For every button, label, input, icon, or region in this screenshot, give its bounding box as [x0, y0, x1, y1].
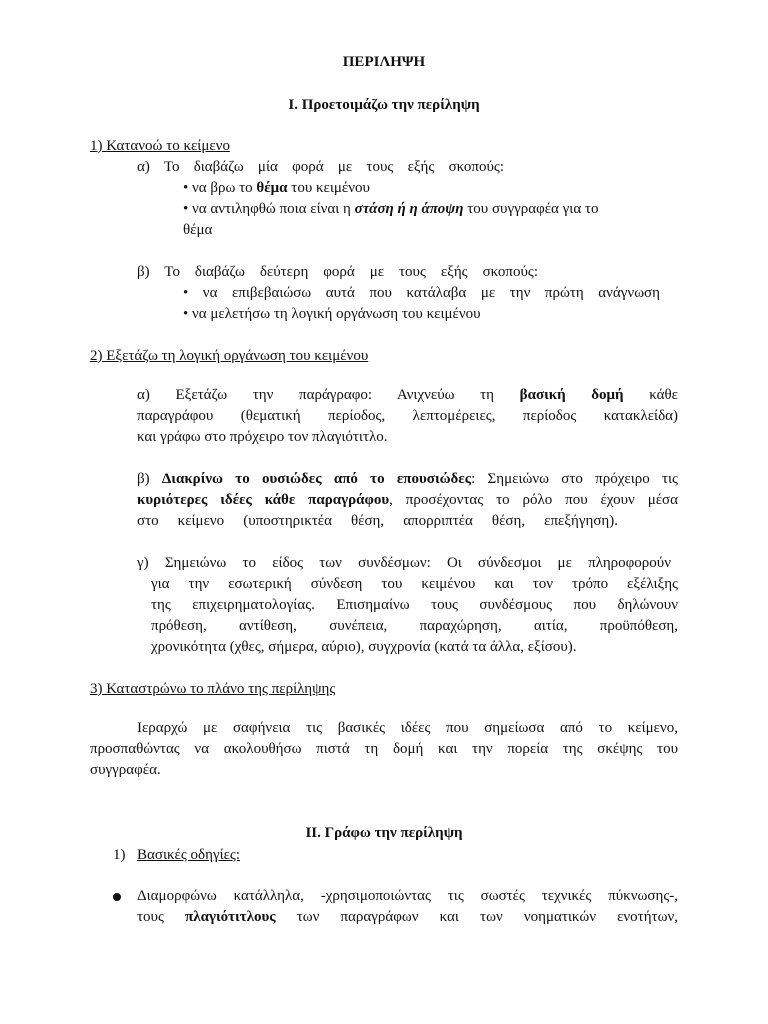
section-1b-bullet-1: • να επιβεβαιώσω αυτά που κατάλαβα με την πρώτη ανάγνωση: [183, 285, 660, 301]
section-2c-line-2: για την εσωτερική σύνδεση του κειμένου και τον τρόπο εξέλιξης: [151, 576, 678, 592]
section-2c-line-3: της επιχειρηματολογίας. Επισημαίνω τους συνδέσμους που δηλώνουν: [151, 597, 678, 613]
section-2a-line-3: και γράφω στο πρόχειρο τον πλαγιότιτλο.: [137, 429, 388, 445]
section-2c-line-5: χρονικότητα (χθες, σήμερα, αύριο), συγχρονία (κατά τα άλλα, εξίσου).: [151, 639, 577, 655]
section-2a-line-1: [137, 385, 678, 405]
section-1a-bullet-2: [183, 199, 598, 219]
section-1b-intro: β) Το διαβάζω δεύτερη φορά με τους εξής σκοπούς:: [137, 264, 538, 280]
paragraph-text: α) Εξετάζω την παράγραφο: Ανιχνεύω τη: [137, 387, 520, 403]
part-2-bullet-1-line-1: Διαμορφώνω κατάλληλα, -χρησιμοποιώντας τις σωστές τεχνικές πύκνωσης-,: [137, 888, 678, 904]
paragraph-text: β): [137, 471, 162, 487]
section-3-line-2: προσπαθώντας να ακολουθήσω πιστά τη δομή και την πορεία της σκέψης του: [90, 741, 678, 757]
section-3-line-1: Ιεραρχώ με σαφήνεια τις βασικές ιδέες που σημείωσα από το κείμενο,: [137, 720, 678, 736]
paragraph-text: των παραγράφων και των νοηματικών ενοτήτων,: [275, 909, 678, 925]
bold-term: βασική δομή: [519, 387, 624, 403]
section-2c-line-4: πρόθεση, αντίθεση, συνέπεια, παραχώρηση, αιτία, προϋπόθεση,: [151, 618, 678, 634]
section-2c-line-1: γ) Σημειώνω το είδος των συνδέσμων: Οι σύνδεσμοι με πληροφορούν: [137, 555, 671, 571]
section-1a-intro: α) Το διαβάζω μία φορά με τους εξής σκοπούς:: [137, 159, 504, 175]
section-2-heading: 2) Εξετάζω τη λογική οργάνωση του κειμένου: [90, 348, 369, 364]
section-1a-bullet-2-cont: θέμα: [183, 222, 213, 238]
paragraph-text: , προσέχοντας το ρόλο που έχουν μέσα: [389, 492, 679, 508]
part-2-section-1-number: 1): [113, 847, 126, 863]
paragraph-text: κάθε: [623, 387, 678, 403]
section-1a-bullet-1: [183, 178, 370, 198]
part-2-bullet-1-line-2: [137, 907, 678, 927]
paragraph-text: : Σημειώνω στο πρόχειρο τις: [471, 471, 678, 487]
bullet-icon: [113, 893, 121, 901]
document-title: ΠΕΡΙΛΗΨΗ: [342, 54, 426, 70]
part-1-heading: Ι. Προετοιμάζω την περίληψη: [288, 97, 480, 113]
paragraph-text: τους: [137, 909, 185, 925]
bullet-text: του συγγραφέα για το: [463, 201, 599, 217]
section-2b-line-2: [137, 490, 678, 510]
bold-term: κυριότερες ιδέες κάθε παραγράφου: [137, 492, 390, 508]
bold-term: στάση ή η άποψη: [354, 201, 464, 217]
bold-term: πλαγιότιτλους: [185, 909, 276, 925]
part-2-section-1-heading: Βασικές οδηγίες:: [137, 847, 241, 863]
section-2a-line-2: παραγράφου (θεματική περίοδος, λεπτομέρειες, περίοδος κατακλείδα): [137, 408, 678, 424]
bullet-text: του κειμένου: [287, 180, 370, 196]
bullet-text: • να αντιληφθώ ποια είναι η: [183, 201, 355, 217]
section-3-heading: 3) Καταστρώνω το πλάνο της περίληψης: [90, 681, 336, 697]
section-1b-bullet-2: • να μελετήσω τη λογική οργάνωση του κειμένου: [183, 306, 481, 322]
bold-term: θέμα: [256, 180, 288, 196]
part-2-heading: ΙΙ. Γράφω την περίληψη: [305, 825, 463, 841]
bullet-text: • να βρω το: [183, 180, 257, 196]
bold-term: Διακρίνω το ουσιώδες από το επουσιώδες: [161, 471, 472, 487]
section-2b-line-3: στο κείμενο (υποστηρικτέα θέση, απορριπτέα θέση, επεξήγηση).: [137, 513, 618, 529]
section-2b-line-1: [137, 469, 678, 489]
section-1-heading: 1) Κατανοώ το κείμενο: [90, 138, 230, 154]
section-3-line-3: συγγραφέα.: [90, 762, 161, 778]
